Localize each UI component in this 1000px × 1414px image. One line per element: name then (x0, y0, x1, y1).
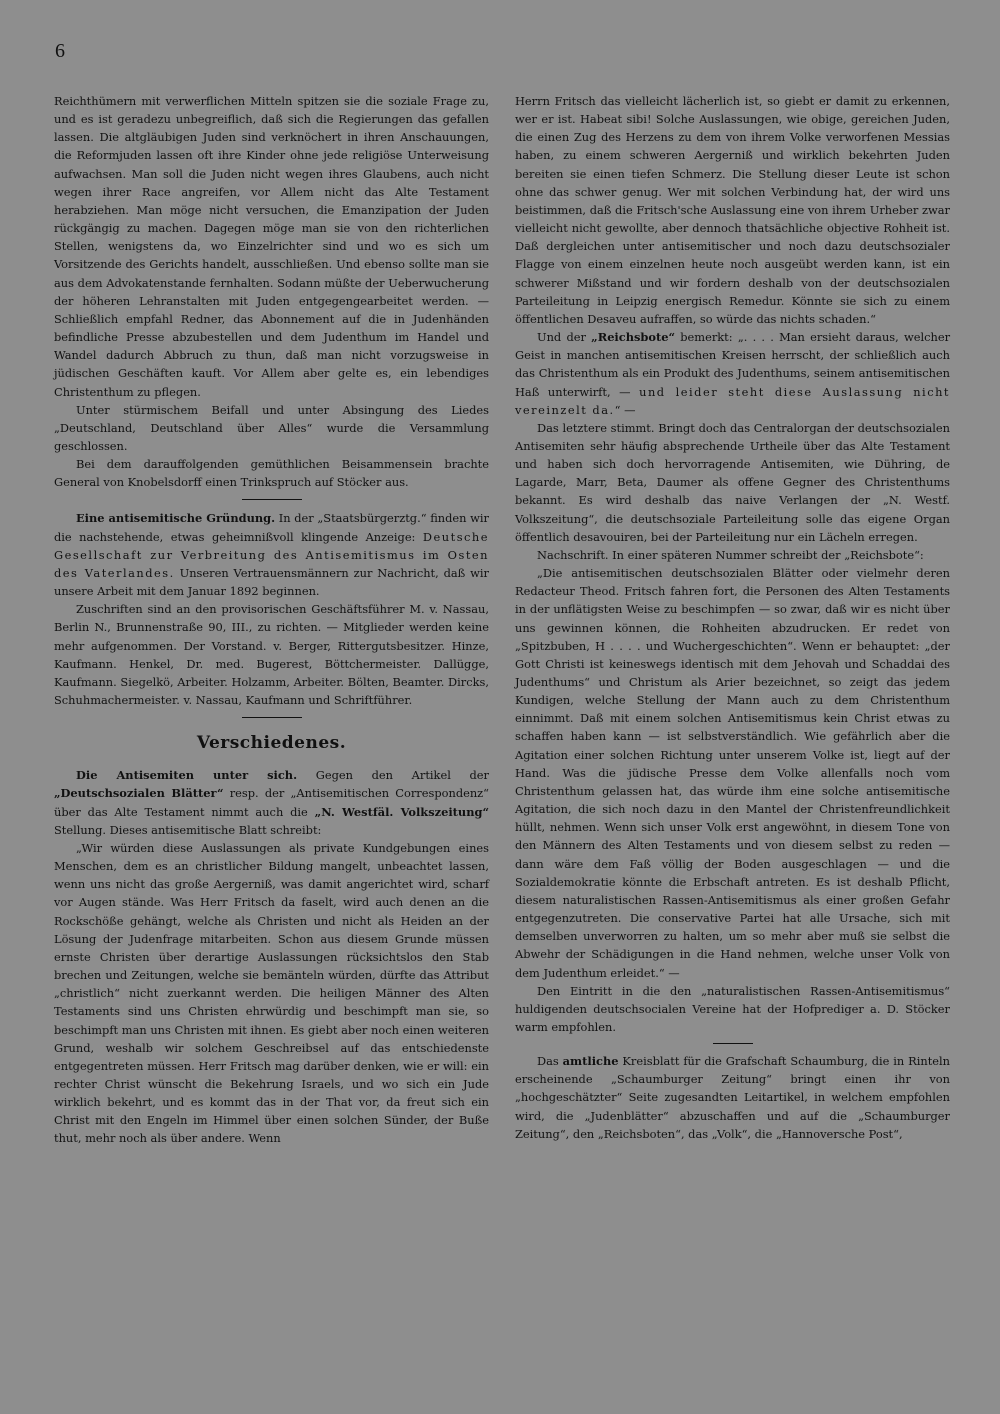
article-paragraph: Das letztere stimmt. Bringt doch das Centralorgan der deutschsozialen Antisemiten sehr häufig absprechende Urtheile über das Alte Testament und haben sich doch hervorragende Antisemiten, wie Dühring, de Lagarde, Marr, Beta, Daumer als offene Gegner des Christenthums bekannt. Es wird deshalb das naive Verlangen der „N. Westf. Volkszeitung“, die deutschsoziale Parteileitung solle das eigene Organ öffentlich desavouiren, bei der Parteileitung nur ein Lächeln erregen. (515, 420, 950, 544)
article-paragraph: Unter stürmischem Beifall und unter Absingung des Liedes „Deutschland, Deutschland über Alles“ wurde die Versammlung geschlossen. (54, 402, 489, 453)
article-title: Die Antisemiten unter sich. (76, 768, 298, 783)
left-column (54, 92, 489, 1148)
article-paragraph: „Die antisemitischen deutschsozialen Blätter oder vielmehr deren Redacteur Theod. Fritsch fahren fort, die Personen des Alten Testaments in der unflätigsten Weise zu beschimpfen — so zwar, daß wir es nicht über uns gewinnen können, die Rohheiten abzudrucken. Er redet von „Spitzbuben, H . . . . und Wuchergeschichten“. Wenn er behauptet: „der Gott Christi ist keineswegs identisch mit dem Jehovah und Schaddai des Judenthums“ und Christum als Arier bezeichnet, so zeigt das jedem Kundigen, welche Stellung der Mann auch zu dem Christenthum einnimmt. Daß mit einem solchen Antisemitismus kein Christ etwas zu schaffen haben kann — ist selbstverständlich. Wie gefährlich aber die Agitation einer solchen Richtung unter unserem Volke ist, liegt auf der Hand. Was die jüdische Presse dem Volke allenfalls noch vom Christenthum gelassen hat, das würde ihm eine solche antisemitische Agitation, die sich noch dazu in den Mantel der Christenfreundlichkeit hüllt, nehmen. Wenn sich unser Volk erst angewöhnt, in diesem Tone von den Männern des Alten Testaments und von diesem selbst zu reden — dann wäre dem Faß völlig der Boden ausgeschlagen — und die Sozialdemokratie könnte die Erbschaft antreten. Es ist deshalb Pflicht, diesem naturalistischen Rassen-Antisemitismus als einer großen Gefahr entgegenzutreten. Die conservative Partei hat alle Ursache, sich mit demselben unverworren zu halten, um so mehr aber muß sie selbst die Abwehr der Schädigungen in die Hand nehmen, welche unser Volk von dem Judenthum erleidet.“ — (515, 566, 950, 980)
article-paragraph: Das amtliche Kreisblatt für die Grafschaft Schaumburg, die in Rinteln erscheinende „Schaumburger Zeitung“ bringt einen ihr von „hochgeschätzter“ Seite zugesandten Leitartikel, in welchem empfohlen wird, die „Judenblätter“ abzuschaffen und auf die „Schaumburger Zeitung“, den „Reichsboten“, das „Volk“, die „Hannoversche Post“, (515, 1054, 950, 1141)
article-paragraph: Die Antisemiten unter sich. Gegen den Artikel der „Deutschsozialen Blätter“ resp. der „Antisemitischen Correspondenz“ über das Alte Testament nimmt auch die „N. Westfäl. Volkszeitung“ Stellung. Dieses antisemitische Blatt schreibt: (54, 768, 490, 837)
article-paragraph: Zuschriften sind an den provisorischen Geschäftsführer M. v. Nassau, Berlin N., Brunnenstraße 90, III., zu richten. — Mitglieder werden keine mehr aufgenommen. Der Vorstand. v. Berger, Rittergutsbesitzer. Hinze, Kaufmann. Henkel, Dr. med. Bugerest, Böttchermeister. Dallügge, Kaufmann. Siegelkö, Arbeiter. Holzamm, Arbeiter. Bölten, Beamter. Dircks, Schuhmachermeister. v. Nassau, Kaufmann und Schriftführer. (54, 602, 489, 707)
article-paragraph: Eine antisemitische Gründung. In der „Staatsbürgerztg.“ finden wir die nachstehende, etwas geheimnißvoll klingende Anzeige: Deutsche Gesellschaft zur Verbreitung des Antisemitismus im Osten des Vaterlandes. Unseren Vertrauensmännern zur Nachricht, daß wir unsere Arbeit mit dem Januar 1892 beginnen. (54, 511, 489, 599)
section-heading: Verschiedenes. (196, 733, 347, 754)
page-number: 6 (55, 40, 65, 62)
article-paragraph: Bei dem darauffolgenden gemüthlichen Beisammensein brachte General von Knobelsdorff einen Trinkspruch auf Stöcker aus. (54, 457, 489, 490)
separator-rule (713, 1043, 753, 1044)
separator-rule (242, 717, 302, 718)
article-paragraph: Reichthümern mit verwerflichen Mitteln spitzen sie die soziale Frage zu, und es ist geradezu unbegreiflich, daß sich die Regierungen das gefallen lassen. Die altgläubigen Juden sind verknöchert in ihren Anschauungen, die Reformjuden lassen oft ihre Kinder ohne jede religiöse Unterweisung aufwachsen. Man soll die Juden nicht wegen ihres Glaubens, auch nicht wegen ihrer Race angreifen, vor Allem nicht das Alte Testament herabziehen. Man möge nicht versuchen, die Emanzipation der Juden rückgängig zu machen. Dagegen möge man sie von den richterlichen Stellen, wenigstens da, wo Einzelrichter sind und wo es sich um Vorsitzende des Gerichts handelt, ausschließen. Und ebenso sollte man sie aus dem Advokatenstande fernhalten. Sodann müßte der Ueberwucherung der höheren Lehranstalten mit Juden entgegengearbeitet werden. — Schließlich empfahl Redner, das Abonnement auf die in Judenhänden befindliche Presse abzubestellen und dem Judenthum im Handel und Wandel dadurch Abbruch zu thun, daß man nicht vorzugsweise in jüdischen Geschäften kauft. Vor Allem aber gelte es, ein lebendiges Christenthum zu pflegen. (54, 94, 489, 399)
article-paragraph: Den Eintritt in die den „naturalistischen Rassen-Antisemitismus“ huldigenden deutschsocialen Vereine hat der Hofprediger a. D. Stöcker warm empfohlen. (515, 983, 950, 1034)
separator-rule (242, 499, 302, 500)
article-paragraph: Und der „Reichsbote“ bemerkt: „. . . . Man ersieht daraus, welcher Geist in manchen antisemitischen Kreisen herrscht, der schließlich auch das Christenthum als ein Produkt des Judenthums, seinem antisemitischen Haß unterwirft, — und leider steht diese Auslassung nicht vereinzelt da.“ — (515, 330, 951, 417)
article-paragraph: Herrn Fritsch das vielleicht lächerlich ist, so giebt er damit zu erkennen, wer er ist. Habeat sibi! Solche Auslassungen, wie obige, gereichen Juden, die einen Zug des Herzens zu dem von ihrem Volke verworfenen Messias haben, zu einem schweren Aergerniß und wirklich bekehrten Juden bereiten sie einen tiefen Schmerz. Die Stellung dieser Leute ist schon ohne das schwer genug. Wer mit solchen Verbindung hat, der wird uns beistimmen, daß die Fritsch'sche Auslassung eine von ihrem Urheber zwar vielleicht nicht gewollte, aber dennoch thatsächliche objective Rohheit ist. Daß dergleichen unter antisemitischer und noch dazu deutschsozialer Flagge von einem einzelnen heute noch ausgeübt werden kann, ist ein schwerer Mißstand und wir fordern deshalb von der deutschsozialen Parteileitung in Leipzig energisch Remedur. Könnte sie sich zu einem öffentlichen Desaveu aufraffen, so würde das nichts schaden.“ (515, 94, 950, 326)
right-column (515, 92, 950, 1143)
article-paragraph: „Wir würden diese Auslassungen als private Kundgebungen eines Menschen, dem es an christlicher Bildung mangelt, unbeachtet lassen, wenn uns nicht das große Aergerniß, was damit angerichtet wird, scharf vor Augen stände. Was Herr Fritsch da faselt, wird auch denen an die Rockschöße gehängt, welche als Christen und nicht als Heiden an der Lösung der Judenfrage mitarbeiten. Schon aus diesem Grunde müssen ernste Christen über derartige Auslassungen rücksichtslos den Stab brechen und Zeitungen, welche sie bemänteln würden, dürfte das Attribut „christlich“ nicht zuerkannt werden. Die heiligen Männer des Alten Testaments sind uns Christen ehrwürdig und beschimpft man sie, so beschimpft man uns Christen mit ihnen. Es giebt aber noch einen weiteren Grund, weshalb wir solchem Geschreibsel auf das entschiedenste entgegentreten müssen. Herr Fritsch mag darüber denken, wie er will: ein rechter Christ wünscht die Bekehrung Israels, und wo sich ein Jude wirklich bekehrt, und es kommt das in der That vor, da freut sich ein Christ mit den Engeln im Himmel über einen solchen Sünder, der Buße thut, mehr noch als über andere. Wenn (54, 840, 489, 1146)
article-paragraph: Nachschrift. In einer späteren Nummer schreibt der „Reichsbote“: (537, 547, 924, 562)
article-title: Eine antisemitische Gründung. (76, 511, 276, 526)
